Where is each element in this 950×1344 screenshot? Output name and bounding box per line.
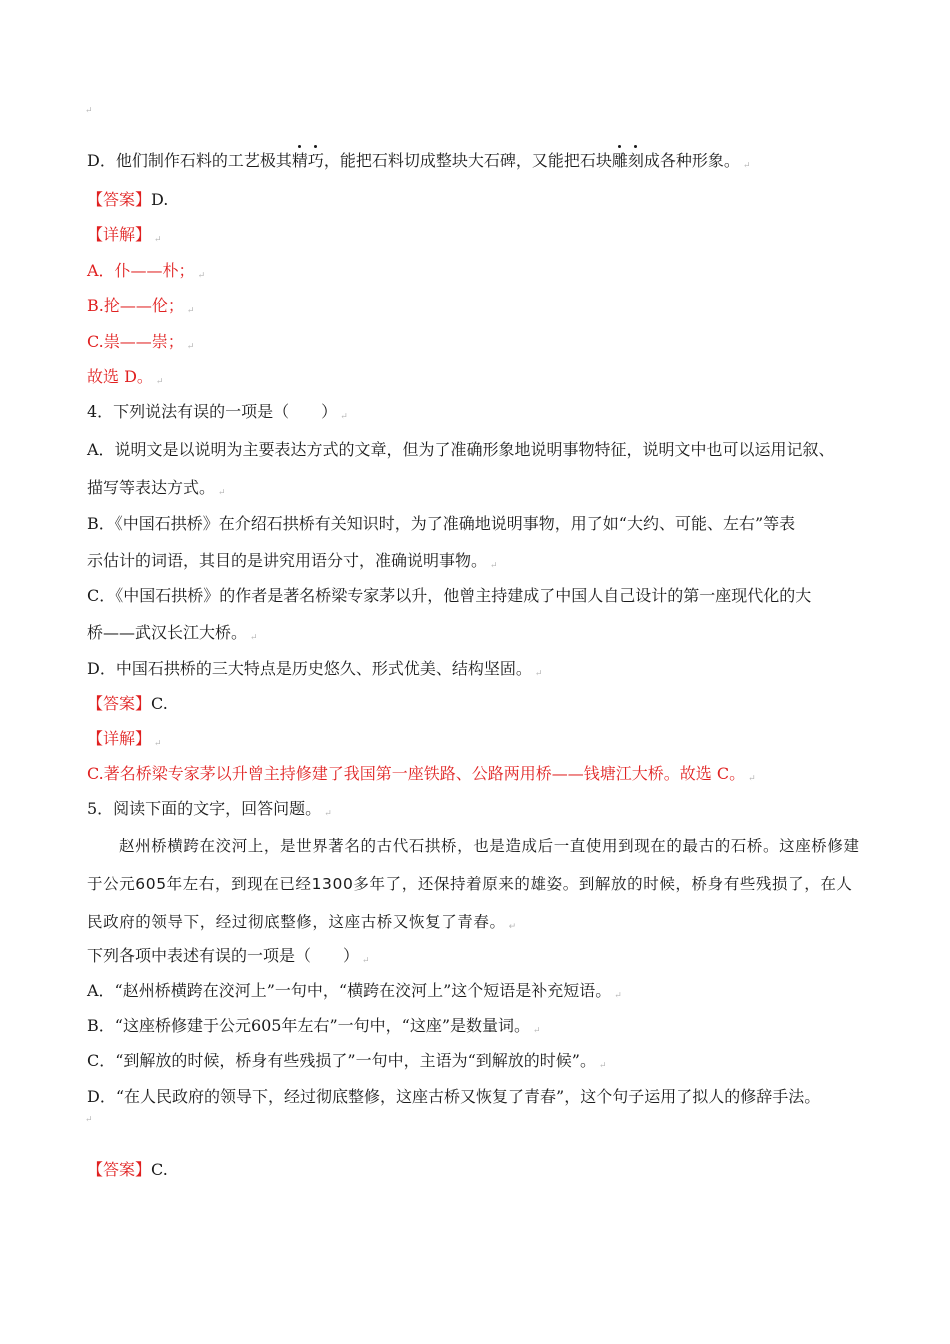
q3-explain-c: C.祟——崇； ↵ (87, 332, 195, 352)
q3-answer: 【答案】D. (87, 190, 169, 209)
q4-option-a-line2: 描写等表达方式。 ↵ (87, 478, 226, 498)
q4-option-a-line1: A．说明文是以说明为主要表达方式的文章，但为了准确形象地说明事物特征，说明文中也可以运用记叙、 (87, 440, 835, 459)
paragraph-mark: ↵ (197, 271, 206, 281)
paragraph-mark: ↵ (324, 809, 332, 819)
q5-option-d: D．“在人民政府的领导下，经过彻底整修，这座古桥又恢复了青春”，这个句子运用了拟人的修辞手法。 (87, 1087, 821, 1106)
q5-passage: 赵州桥横跨在洨河上，是世界著名的古代石拱桥，也是造成后一直使用到现在的最古的石桥。这座桥修建于公元605年左右，到现在已经1300多年了，还保持着原来的雄姿。到解放的时候，桥身有些残损了，在人民政府的领导下，经过彻底整修，这座古桥又恢复了青春。 ↵ (87, 837, 860, 932)
emphasis-char: 雕 (611, 151, 628, 170)
q3-explain-b: B.抡——伦； ↵ (87, 296, 195, 316)
paragraph-mark: ↵ (250, 633, 258, 643)
q5-stem: 5．阅读下面的文字，回答问题。 ↵ (87, 799, 332, 819)
paragraph-mark: ↵ (533, 1026, 541, 1036)
q4-option-b-line2: 示估计的词语，其目的是讲究用语分寸，准确说明事物。 ↵ (87, 551, 498, 571)
q5-answer: 【答案】C. (87, 1160, 168, 1179)
paragraph-mark: ↵ (614, 991, 622, 1001)
paragraph-mark: ↵ (186, 306, 195, 316)
q4-option-c-line1: C．《中国石拱桥》的作者是著名桥梁专家茅以升，他曾主持建成了中国人自己设计的第一座现代化的大 (87, 586, 812, 605)
paragraph-mark: ↵ (154, 235, 162, 245)
q4-answer: 【答案】C. (87, 694, 168, 713)
emphasis-char: 刻 (627, 151, 644, 170)
q4-option-c-line2: 桥——武汉长江大桥。 ↵ (87, 623, 258, 643)
q4-explain-label: 【详解】 ↵ (87, 729, 162, 749)
paragraph-mark: ↵ (186, 342, 195, 352)
q5-option-b: B．“这座桥修建于公元605年左右”一句中，“这座”是数量词。 ↵ (87, 1016, 541, 1036)
paragraph-mark: ↵ (218, 488, 226, 498)
q4-option-b-line1: B．《中国石拱桥》在介绍石拱桥有关知识时，为了准确地说明事物，用了如“大约、可能、左右”等表 (87, 514, 796, 533)
paragraph-mark: ↵ (85, 1115, 93, 1125)
q3-explain-end: 故选 D。 ↵ (87, 367, 164, 387)
paragraph-mark: ↵ (598, 1061, 607, 1071)
q4-option-d: D．中国石拱桥的三大特点是历史悠久、形式优美、结构坚固。 ↵ (87, 659, 543, 679)
paragraph-mark: ↵ (155, 377, 164, 387)
paragraph-mark: ↵ (490, 561, 498, 571)
paragraph-mark: ↵ (742, 161, 751, 171)
emphasis-char: 巧 (307, 151, 324, 170)
q3-explain-a: A．仆——朴； ↵ (87, 261, 206, 281)
q4-stem: 4．下列说法有误的一项是（ ） ↵ (87, 402, 348, 422)
q3-option-d: D．他们制作石料的工艺极其精巧，能把石料切成整块大石碑，又能把石块雕刻成各种形象。 ↵ (87, 151, 751, 171)
paragraph-mark: ↵ (340, 412, 348, 422)
paragraph-mark: ↵ (362, 956, 370, 966)
q5-question: 下列各项中表述有误的一项是（ ） ↵ (87, 946, 370, 966)
paragraph-mark: ↵ (534, 669, 543, 679)
q3-explain-label: 【详解】 ↵ (87, 225, 162, 245)
paragraph-mark: ↵ (748, 774, 756, 784)
q5-option-a: A．“赵州桥横跨在洨河上”一句中，“横跨在洨河上”这个短语是补充短语。 ↵ (87, 981, 622, 1001)
q4-explain: C.著名桥梁专家茅以升曾主持修建了我国第一座铁路、公路两用桥——钱塘江大桥。故选 C。 ↵ (87, 764, 756, 784)
q5-option-c: C．“到解放的时候，桥身有些残损了”一句中，主语为“到解放的时候”。 ↵ (87, 1051, 607, 1071)
paragraph-mark: ↵ (508, 922, 517, 932)
emphasis-char: 精 (291, 151, 308, 170)
paragraph-mark: ↵ (154, 739, 162, 749)
paragraph-mark: ↵ (85, 106, 93, 116)
